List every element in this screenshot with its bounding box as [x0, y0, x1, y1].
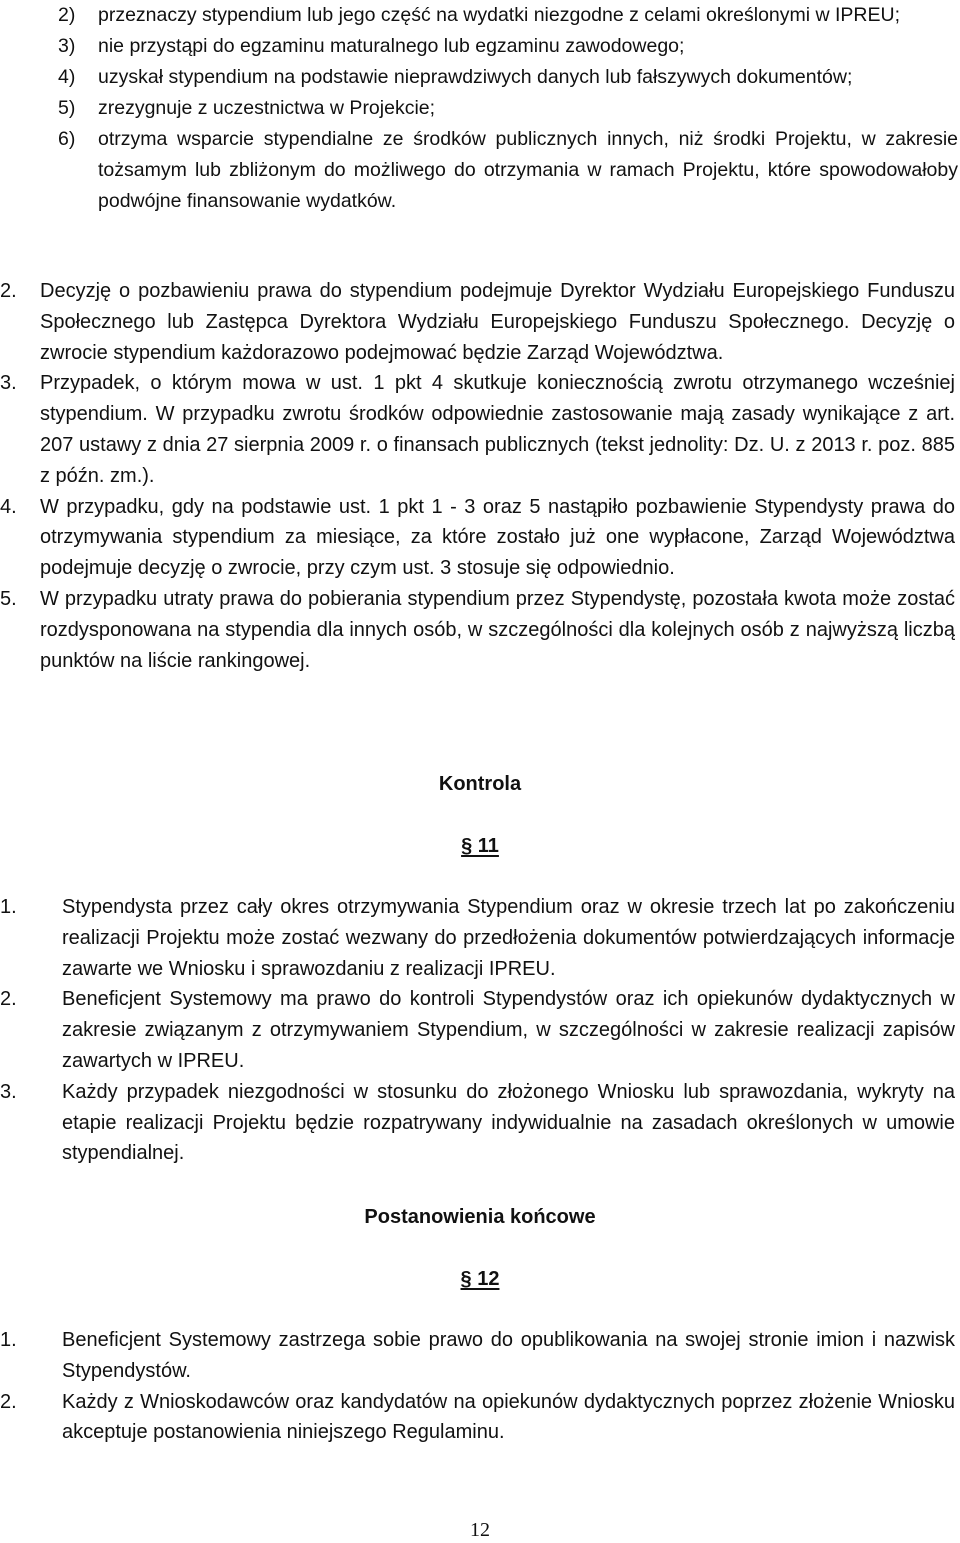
paragraph-item	[0, 276, 955, 368]
list-item-number: 5)	[58, 97, 76, 119]
list-item	[58, 31, 958, 62]
paragraph-item	[0, 1077, 955, 1169]
list-item-text: uzyskał stypendium na podstawie nieprawdziwych danych lub fałszywych dokumentów;	[98, 66, 853, 88]
paragraph-number: 2.	[0, 988, 17, 1011]
numbered-paragraph-list	[0, 1325, 955, 1448]
paragraph-number: 1.	[0, 1329, 17, 1351]
section-heading-kontrola: Kontrola	[438, 773, 522, 795]
paragraph-text: Każdy z Wnioskodawców oraz kandydatów na opiekunów dydaktycznych poprzez złożenie Wniosku akceptuje postanowienia niniejszego Regulaminu.	[62, 1390, 955, 1444]
list-item	[58, 0, 958, 31]
list-item	[58, 62, 958, 93]
paragraph-item	[0, 1387, 955, 1449]
paragraph-text: W przypadku utraty prawa do pobierania stypendium przez Stypendystę, pozostała kwota może zostać rozdysponowana na stypendia dla innych osób, w szczególności dla kolejnych osób z najwyższą liczbą punktów na liście rankingowej.	[40, 587, 955, 672]
list-item-number: 3)	[58, 35, 76, 57]
paragraph-item	[0, 1325, 955, 1387]
list-item-text: zrezygnuje z uczestnictwa w Projekcie;	[98, 97, 436, 119]
paragraph-text: W przypadku, gdy na podstawie ust. 1 pkt 1 - 3 oraz 5 nastąpiło pozbawienie Stypendysty prawa do otrzymywania stypendium za miesiące, za które zostało już one wypłacone, Zarząd Województwa podejmuje decyzję o zwrocie, przy czym ust. 3 stosuje się odpowiednio.	[40, 495, 955, 580]
paragraph-number: 5.	[0, 587, 17, 610]
list-item	[58, 93, 958, 124]
paragraph-number: 2.	[0, 1390, 17, 1413]
paragraph-sign-11	[0, 831, 960, 861]
list-item-number: 6)	[58, 128, 76, 150]
list-item-number: 2)	[58, 4, 76, 26]
paragraph-item	[0, 368, 955, 491]
section-heading-postanowienia: Postanowienia końcowe	[364, 1206, 596, 1228]
list-item-text: nie przystąpi do egzaminu maturalnego lub egzaminu zawodowego;	[98, 35, 685, 57]
list-item-text: otrzyma wsparcie stypendialne ze środków publicznych innych, niż środki Projektu, w zakresie tożsamym lub zbliżonym do możliwego do otrzymania w ramach Projektu, które spowodowałoby podwójne finansowanie wydatków.	[98, 128, 958, 212]
page-number: 12	[470, 1519, 490, 1541]
paragraph-text: Stypendysta przez cały okres otrzymywania Stypendium oraz w okresie trzech lat po zakończeniu realizacji Projektu może zostać wezwany do przedłożenia dokumentów potwierdzających informacje zawarte we Wniosku i sprawozdaniu z realizacji IPREU.	[62, 896, 955, 980]
paragraph-sign-text: § 11	[461, 835, 499, 857]
paragraph-item	[0, 892, 955, 984]
numbered-paragraph-list	[0, 276, 955, 676]
paragraph-text: Decyzję o pozbawieniu prawa do stypendium podejmuje Dyrektor Wydziału Europejskiego Funduszu Społecznego lub Zastępca Dyrektora Wydziału Europejskiego Funduszu Społecznego. Decyzję o zwrocie stypendium każdorazowo podejmować będzie Zarząd Województwa.	[40, 280, 955, 364]
paragraph-number: 3.	[0, 372, 17, 395]
sub-item-list	[58, 0, 958, 217]
paragraph-sign-text: § 12	[460, 1268, 500, 1290]
paragraph-item	[0, 584, 955, 676]
paragraph-number: 1.	[0, 896, 17, 918]
paragraph-text: Beneficjent Systemowy ma prawo do kontroli Stypendystów oraz ich opiekunów dydaktycznych w zakresie związanym z otrzymywaniem Stypendium, w szczególności w zakresie realizacji zapisów zawartych w IPREU.	[62, 988, 955, 1072]
numbered-paragraph-list	[0, 892, 955, 1169]
list-item-number: 4)	[58, 66, 76, 88]
paragraph-item	[0, 492, 955, 584]
paragraph-item	[0, 984, 955, 1076]
paragraph-text: Każdy przypadek niezgodności w stosunku do złożonego Wniosku lub sprawozdania, wykryty na etapie realizacji Projektu będzie rozpatrywany indywidualnie na zasadach określonych w umowie stypendialnej.	[62, 1080, 955, 1165]
paragraph-text: Beneficjent Systemowy zastrzega sobie prawo do opublikowania na swojej stronie imion i nazwisk Stypendystów.	[62, 1329, 955, 1382]
paragraph-text: Przypadek, o którym mowa w ust. 1 pkt 4 skutkuje koniecznością zwrotu otrzymanego wcześniej stypendium. W przypadku zwrotu środków odpowiednie zastosowanie mają zasady wynikające z art. 207 ustawy z dnia 27 sierpnia 2009 r. o finansach publicznych (tekst jednolity: Dz. U. z 2013 r. poz. 885 z późn. zm.).	[40, 372, 955, 487]
paragraph-number: 2.	[0, 280, 17, 302]
paragraph-sign-12	[0, 1264, 960, 1294]
paragraph-number: 4.	[0, 495, 17, 518]
list-item	[58, 124, 958, 217]
paragraph-number: 3.	[0, 1080, 17, 1103]
list-item-text: przeznaczy stypendium lub jego część na wydatki niezgodne z celami określonymi w IPREU;	[98, 4, 901, 26]
